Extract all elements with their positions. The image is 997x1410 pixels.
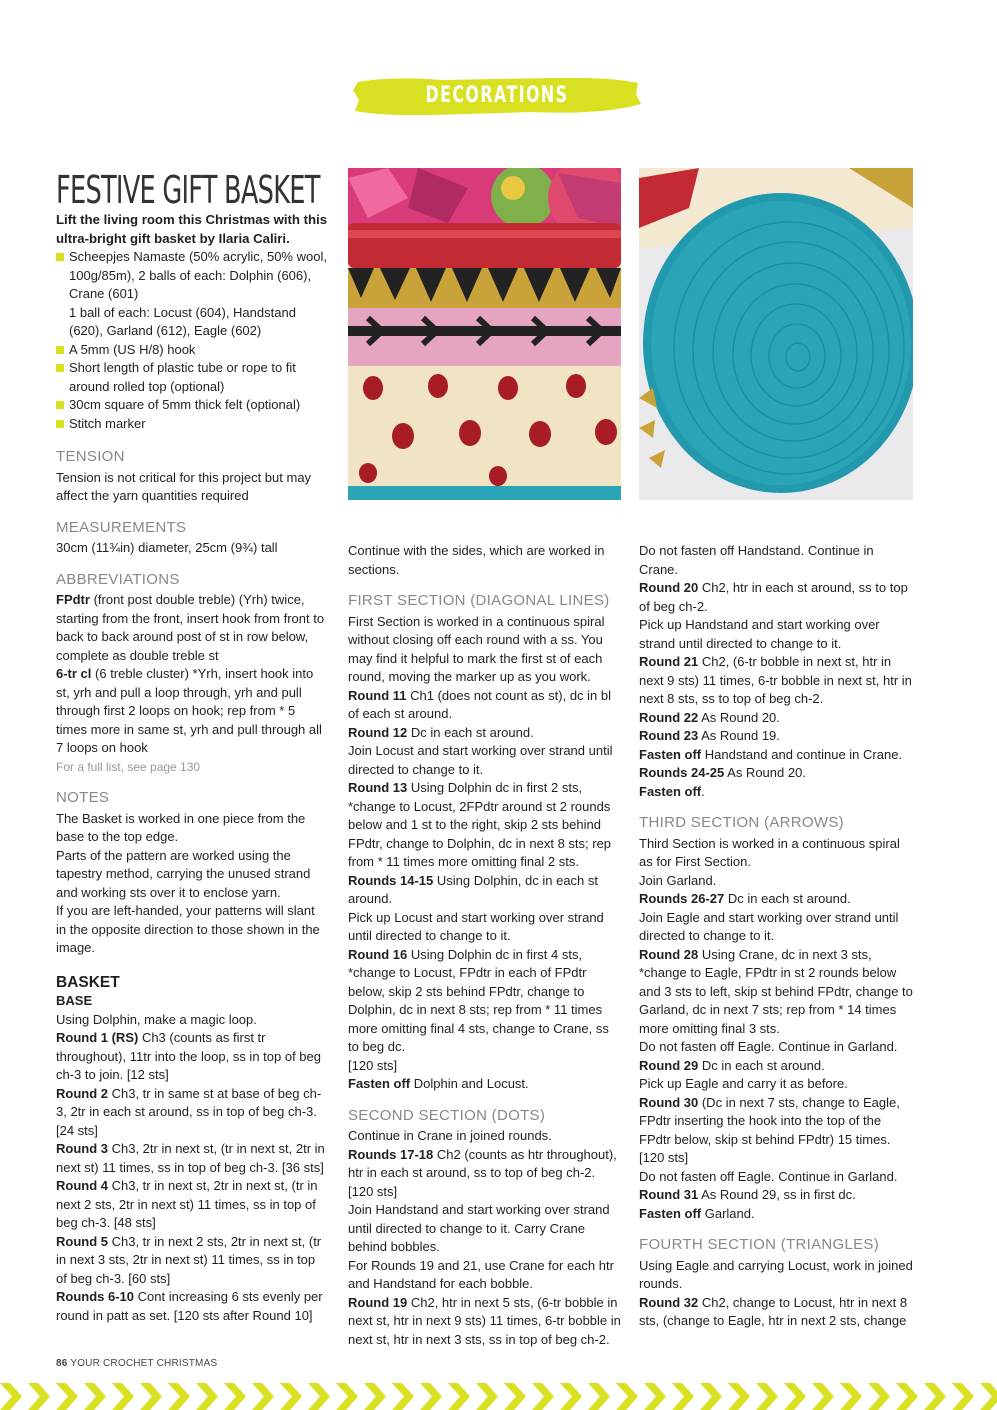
pattern-round: Round 12 Dc in each st around.: [348, 724, 534, 740]
section-banner: [352, 74, 642, 118]
pattern-round: Round 20 Ch2, htr in each st around, ss to top of beg ch-2.: [639, 580, 908, 614]
material-subitem: 1 ball of each: Locust (604), Handstand (620), Garland (612), Eagle (602): [69, 304, 296, 338]
stitch-count: [120 sts]: [348, 1057, 398, 1073]
tension-heading: TENSION: [56, 448, 125, 465]
fasten-off: Fasten off.: [639, 783, 705, 799]
basket-heading: BASKET: [56, 973, 120, 991]
pattern-round: Rounds 14-15 Using Dolphin, dc in each st around.: [348, 872, 599, 906]
pattern-round: Round 13 Using Dolphin dc in first 2 sts, *change to Locust, 2FPdtr around st 2 rounds below and 1 st to the right, skip 2 sts behind FPdtr, change to Dolphin, dc in next 8 sts; rep from * 11 times more omitting final 2 sts.: [348, 780, 612, 869]
column-3: [639, 542, 915, 1331]
instruction: Pick up Eagle and carry it as before.: [639, 1076, 848, 1091]
instruction: Join Handstand and start working over strand until directed to change to it. Carry Crane behind bobbles.: [348, 1202, 610, 1254]
pattern-round: Round 4 Ch3, tr in next st, 2tr in next st, (tr in next 2 sts, 2tr in next st) 11 times, ss in top of beg ch-3. [48 sts]: [56, 1178, 318, 1230]
column-1: [56, 210, 328, 1325]
pattern-round: Round 31 As Round 29, ss in first dc.: [639, 1187, 856, 1202]
notes-line: The Basket is worked in one piece from the base to the top edge.: [56, 810, 306, 844]
measurements-heading: MEASUREMENTS: [56, 518, 187, 536]
chevron-border: [0, 1383, 997, 1410]
fasten-off: Fasten off Dolphin and Locust.: [348, 1076, 529, 1091]
instruction: For Rounds 19 and 21, use Crane for each htr and Handstand for each bobble.: [348, 1257, 614, 1291]
pattern-round: Round 1 (RS) Ch3 (counts as first tr throughout), 11tr into the loop, ss in top of beg ch-3 to join. [12 sts]: [56, 1030, 321, 1082]
measurements-text: 30cm (11¾in) diameter, 25cm (9¾) tall: [56, 540, 278, 555]
pattern-round: Round 32 Ch2, change to Locust, htr in next 8 sts, (change to Eagle, htr in next 2 sts, change: [639, 1294, 908, 1328]
stitch-count: [120 sts]: [348, 1183, 398, 1199]
instruction: Do not fasten off Handstand. Continue in Crane.: [639, 543, 874, 577]
fourth-section-heading: FOURTH SECTION (TRIANGLES): [639, 1236, 880, 1253]
fourth-section-intro: Using Eagle and carrying Locust, work in joined rounds.: [639, 1257, 913, 1291]
pattern-round: Round 3 Ch3, 2tr in next st, (tr in next st, 2tr in next st) 11 times, ss in top of beg ch-3. [36 sts]: [56, 1141, 325, 1175]
first-section-intro: First Section is worked in a continuous spiral without closing off each round with a ss. You may find it helpful to mark the first st of each round, moving the marker up as you work.: [348, 613, 605, 684]
instruction: Join Garland.: [639, 872, 717, 888]
magazine-name: YOUR CROCHET CHRISTMAS: [67, 1358, 218, 1369]
second-section-intro: Continue in Crane in joined rounds.: [348, 1128, 552, 1143]
basket-base-photo: [639, 168, 913, 500]
base-intro: Using Dolphin, make a magic loop.: [56, 1011, 257, 1027]
instruction: Join Locust and start working over strand until directed to change to it.: [348, 743, 613, 777]
abbr-fpdtr: FPdtr (front post double treble) (Yrh) twice, starting from the front, insert hook from front to back to back around post of st in row below, complete as double treble st: [56, 592, 325, 663]
pattern-round: Rounds 26-27 Dc in each st around.: [639, 891, 851, 906]
instruction: Do not fasten off Eagle. Continue in Garland.: [639, 1039, 898, 1054]
abbr-more-link: For a full list, see page 130: [56, 759, 201, 774]
pattern-round: Round 2 Ch3, tr in same st at base of beg ch-3, 2tr in each st around, ss in top of beg ch-3. [24 sts]: [56, 1085, 322, 1138]
page-number: 86: [56, 1358, 68, 1369]
third-section-heading: THIRD SECTION (ARROWS): [639, 814, 844, 831]
notes-line: If you are left-handed, your patterns will slant in the opposite direction to those shown in the image.: [56, 903, 320, 955]
tension-text: Tension is not critical for this project but may affect the yarn quantities required: [56, 469, 312, 503]
second-section-heading: SECOND SECTION (DOTS): [348, 1106, 546, 1124]
material-item: Scheepjes Namaste (50% acrylic, 50% wool, 100g/85m), 2 balls of each: Dolphin (606), Crane (601): [56, 248, 328, 304]
stitch-count: [120 sts]: [639, 1150, 689, 1165]
fasten-off: Fasten off Handstand and continue in Crane.: [639, 746, 903, 762]
intro-text: Lift the living room this Christmas with this ultra-bright gift basket by Ilaria Caliri.: [56, 212, 328, 246]
sides-lead: Continue with the sides, which are worked in sections.: [348, 543, 605, 577]
material-item: A 5mm (US H/8) hook: [56, 341, 328, 360]
pattern-round: Rounds 6-10 Cont increasing 6 sts evenly per round in patt as set. [120 sts after Round 10]: [56, 1289, 323, 1323]
pattern-round: Round 28 Using Crane, dc in next 3 sts, *change to Eagle, FPdtr in st 2 rounds below and 3 sts to left, skip st behind FPdtr, change to Garland, dc in next 7 sts; rep from * 14 times more omitting final 3 sts.: [639, 946, 913, 1036]
fasten-off: Fasten off Garland.: [639, 1205, 755, 1221]
instruction: Join Eagle and start working over strand until directed to change to it.: [639, 909, 899, 943]
notes-line: Parts of the pattern are worked using the tapestry method, carrying the unused strand and working sts over it to enclose yarn.: [56, 847, 311, 900]
pattern-round: Round 22 As Round 20.: [639, 709, 780, 725]
pattern-round: Round 16 Using Dolphin dc in first 4 sts, *change to Locust, FPdtr in each of FPdtr below, skip 2 sts behind FPdtr, change to Dolphin, dc in next 8 sts; rep from * 11 times more omitting final 4 sts, change to Crane, ss to beg dc.: [348, 946, 609, 1054]
abbreviations-heading: ABBREVIATIONS: [56, 570, 180, 588]
first-section-heading: FIRST SECTION (DIAGONAL LINES): [348, 592, 610, 609]
notes-heading: NOTES: [56, 789, 110, 806]
base-heading: BASE: [56, 993, 93, 1008]
pattern-round: Round 29 Dc in each st around.: [639, 1057, 825, 1073]
column-2: [348, 542, 623, 1349]
pattern-round: Round 11 Ch1 (does not count as st), dc in bl of each st around.: [348, 687, 612, 721]
instruction: Pick up Handstand and start working over strand until directed to change to it.: [639, 617, 880, 651]
abbr-cluster: 6-tr cl (6 treble cluster) *Yrh, insert hook into st, yrh and pull a loop through, yrh and pull through first 2 loops on hook; rep from * 5 times more in same st, yrh and pull through all 7 loops on hook: [56, 666, 322, 755]
pattern-round: Rounds 17-18 Ch2 (counts as htr throughout), htr in each st around, ss to top of beg ch-2.: [348, 1146, 617, 1180]
material-item: 30cm square of 5mm thick felt (optional): [56, 396, 328, 415]
pattern-round: Round 30 (Dc in next 7 sts, change to Eagle, FPdtr inserting the hook into the top of the FPdtr below, skip st behind FPdtr) 15 times.: [639, 1094, 900, 1147]
page-title: FESTIVE GIFT BASKET: [56, 168, 320, 212]
basket-side-photo: [348, 168, 621, 500]
page-footer: [56, 1358, 217, 1369]
pattern-round: Round 23 As Round 19.: [639, 728, 780, 743]
pattern-round: Rounds 24-25 As Round 20.: [639, 765, 806, 780]
material-item: Stitch marker: [56, 415, 328, 434]
instruction: Do not fasten off Eagle. Continue in Garland.: [639, 1168, 898, 1184]
pattern-round: Round 21 Ch2, (6-tr bobble in next st, htr in next 9 sts) 11 times, 6-tr bobble in next st, htr in next 8 sts, ss to top of beg ch-2.: [639, 654, 912, 706]
pattern-round: Round 19 Ch2, htr in next 5 sts, (6-tr bobble in next st, htr in next 9 sts) 11 times, 6-tr bobble in next st, htr in next 3 sts, ss in top of beg ch-2.: [348, 1294, 621, 1347]
banner-label: DECORATIONS: [425, 83, 569, 108]
material-item: Short length of plastic tube or rope to fit around rolled top (optional): [56, 359, 328, 396]
third-section-intro: Third Section is worked in a continuous spiral as for First Section.: [639, 835, 900, 869]
instruction: Pick up Locust and start working over strand until directed to change to it.: [348, 909, 604, 943]
pattern-round: Round 5 Ch3, tr in next 2 sts, 2tr in next st, (tr in next 3 sts, 2tr in next st) 11 times, ss in top of beg ch-3. [60 sts]: [56, 1233, 322, 1286]
